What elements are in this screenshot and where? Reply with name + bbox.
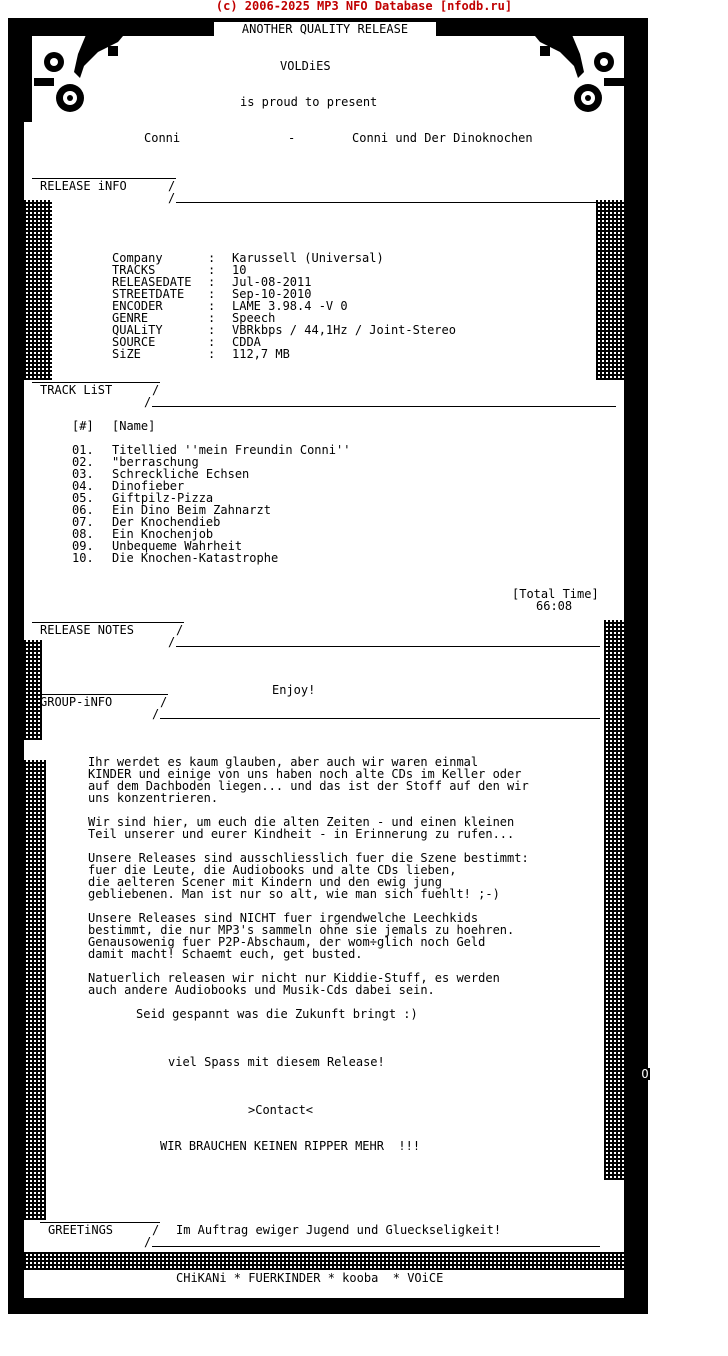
greetings-slash-2: /	[144, 1235, 152, 1249]
info-row-quality: QUALiTY : VBRkbps / 44,1Hz / Joint-Stereo	[112, 323, 456, 337]
info-row-company: Company : Karussell (Universal)	[112, 251, 384, 265]
track-row: 08. Ein Knochenjob	[72, 527, 214, 541]
contact-label: >Contact<	[248, 1103, 314, 1117]
greetings-motto: Im Auftrag ewiger Jugend und Glueckseligkeit!	[176, 1223, 502, 1237]
group-info-slash-2: /	[152, 707, 160, 721]
right-dither-band-2	[604, 620, 624, 1180]
right-dither-band	[596, 200, 624, 380]
group-info-paragraph: Unsere Releases sind ausschliesslich fuer die Szene bestimmt: fuer die Leute, die Audiobooks und alte CDs lieben, die aelteren Scener mit Kindern und den ewig jung gebliebenen. Man ist nur so alt, wie man sich fuehlt! ;-)	[88, 851, 529, 901]
greetings-heading: GREETiNGS	[48, 1223, 114, 1237]
track-row: 07. Der Knochendieb	[72, 515, 221, 529]
release-info-slash: /	[168, 179, 176, 193]
release-notes-text: Enjoy!	[272, 683, 316, 697]
release-notes-slash: /	[176, 623, 184, 637]
info-row-tracks: TRACKS : 10	[112, 263, 247, 277]
track-row: 04. Dinofieber	[72, 479, 185, 493]
greetings-baseline	[152, 1246, 600, 1247]
group-info-paragraph: Ihr werdet es kaum glauben, aber auch wir waren einmal KINDER und einige von uns haben noch alte CDs im Keller oder auf dem Dachboden liegen... und das ist der Stoff auf den wir uns konzentrieren.	[88, 755, 529, 805]
release-notes-baseline	[176, 646, 600, 647]
info-row-streetdate: STREETDATE : Sep-10-2010	[112, 287, 312, 301]
release-banner: ANOTHER QUALITY RELEASE	[214, 22, 436, 36]
left-dither-band	[24, 200, 52, 380]
track-list-baseline	[152, 406, 616, 407]
track-row: 06. Ein Dino Beim Zahnarzt	[72, 503, 271, 517]
release-info-baseline	[176, 202, 608, 203]
album-title: Conni und Der Dinoknochen	[352, 131, 533, 145]
track-list	[72, 444, 350, 564]
track-list-heading: TRACK LiST	[40, 383, 113, 397]
track-header-name: [Name]	[112, 419, 156, 433]
top-left-ornament-icon	[18, 22, 138, 122]
left-dither-band-3	[24, 760, 46, 1220]
proud-line: is proud to present	[240, 95, 378, 109]
track-row: 09. Unbequeme Wahrheit	[72, 539, 243, 553]
total-time-value: 66:08	[536, 599, 573, 613]
ripper-line: WIR BRAUCHEN KEINEN RIPPER MEHR !!!	[160, 1139, 421, 1153]
group-info-paragraph: Wir sind hier, um euch die alten Zeiten - und einen kleinen Teil unserer und eurer Kindheit - in Erinnerung zu rufen...	[88, 815, 515, 841]
track-list-slash-2: /	[144, 395, 152, 409]
release-info-heading: RELEASE iNFO	[40, 179, 127, 193]
bottom-dither-band	[24, 1252, 624, 1270]
track-row: 05. Giftpilz-Pizza	[72, 491, 214, 505]
side-char: O	[641, 1067, 649, 1081]
site-header: (c) 2006-2025 MP3 NFO Database [nfodb.ru]	[215, 0, 513, 13]
info-row-genre: GENRE : Speech	[112, 311, 276, 325]
title-dash: -	[288, 131, 296, 145]
future-line: Seid gespannt was die Zukunft bringt :)	[136, 1007, 418, 1021]
group-info-heading: GROUP-iNFO	[40, 695, 113, 709]
group-info-paragraph: Unsere Releases sind NICHT fuer irgendwelche Leechkids bestimmt, die nur MP3's sammeln ohne sie jemals zu hoehren. Genausowenig fuer P2P-Abschaum, der wom÷glich noch Geld damit macht! Schaemt euch, get busted.	[88, 911, 515, 961]
release-notes-heading: RELEASE NOTES	[40, 623, 134, 637]
artist-name: Conni	[144, 131, 181, 145]
fun-line: viel Spass mit diesem Release!	[168, 1055, 385, 1069]
top-right-ornament-icon	[520, 22, 640, 122]
release-notes-slash-2: /	[168, 635, 176, 649]
info-row-releasedate: RELEASEDATE : Jul-08-2011	[112, 275, 312, 289]
group-info-slash: /	[160, 695, 168, 709]
left-dither-band-2	[24, 640, 42, 740]
info-row-encoder: ENCODER : LAME 3.98.4 -V 0	[112, 299, 348, 313]
release-info-table	[112, 252, 456, 360]
greetings-slash: /	[152, 1223, 160, 1237]
release-info-slash-2: /	[168, 191, 176, 205]
group-info-baseline	[160, 718, 600, 719]
info-row-source: SOURCE : CDDA	[112, 335, 261, 349]
track-header-num: [#]	[72, 419, 94, 433]
group-name: VOLDiES	[280, 59, 331, 73]
group-info-paragraph: Natuerlich releasen wir nicht nur Kiddie-Stuff, es werden auch andere Audiobooks und Musik-Cds dabei sein.	[88, 971, 500, 997]
track-row: 03. Schreckliche Echsen	[72, 467, 250, 481]
total-time-label: [Total Time]	[512, 587, 599, 601]
greetings-list: CHiKANi * FUERKINDER * kooba * VOiCE	[176, 1271, 444, 1285]
track-row: 10. Die Knochen-Katastrophe	[72, 551, 279, 565]
nfo-panel	[24, 36, 624, 1298]
track-row: 01. Titellied ''mein Freundin Conni''	[72, 443, 351, 457]
track-row: 02. "berraschung	[72, 455, 199, 469]
info-row-size: SiZE : 112,7 MB	[112, 347, 290, 361]
track-list-slash: /	[152, 383, 160, 397]
